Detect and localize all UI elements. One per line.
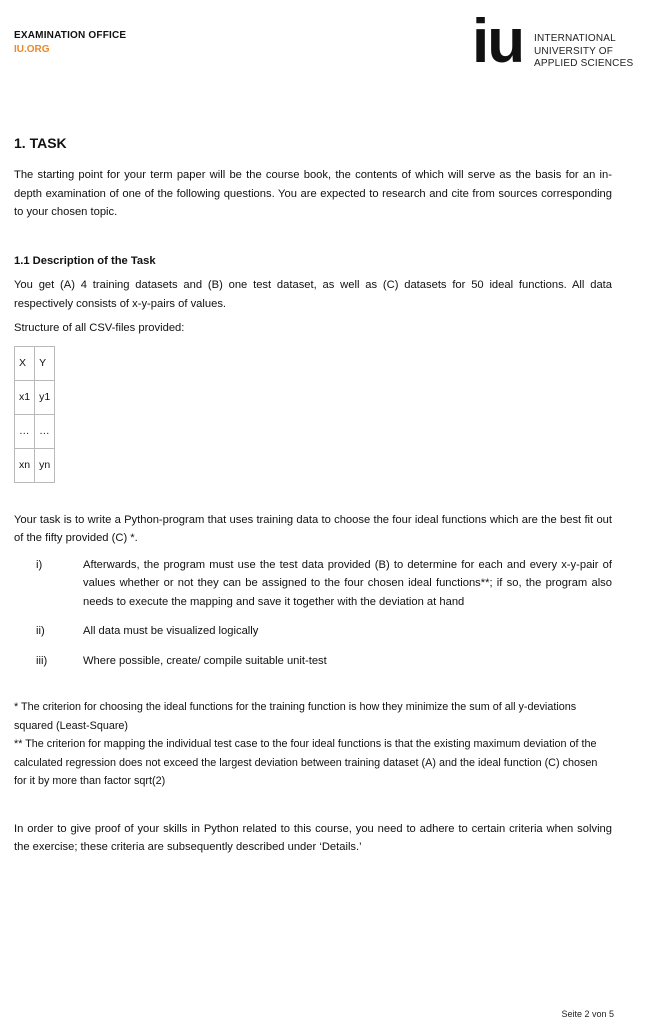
logo-text bbox=[534, 33, 633, 71]
closing-paragraph: In order to give proof of your skills in Python related to this course, you need to adhere to certain criteria when solving the exercise; these criteria are subsequently described under ‘Details.’ bbox=[14, 822, 612, 853]
table-cell: X bbox=[15, 346, 35, 380]
task-paragraph: Your task is to write a Python-program that uses training data to choose the four ideal functions which are the best fit out of the fifty provided (C) *. bbox=[14, 513, 612, 544]
description-paragraph: You get (A) 4 training datasets and (B) one test dataset, as well as (C) datasets for 50 ideal functions. All data respectively consists of x-y-pairs of values. bbox=[14, 279, 612, 310]
footnote-mapping-criterion: ** The criterion for mapping the individual test case to the four ideal functions is that the existing maximum deviation of the calculated regression does not exceed the largest deviation between training dataset (A) and the ideal function (C) chosen for it by more than factor sqrt(2) bbox=[14, 738, 598, 787]
header-left bbox=[14, 30, 126, 55]
iu-org-link[interactable]: IU.ORG bbox=[14, 44, 50, 55]
section-title: 1. TASK bbox=[14, 135, 67, 151]
structure-label: Structure of all CSV-files provided: bbox=[14, 322, 185, 334]
list-text: Afterwards, the program must use the test data provided (B) to determine for each and every x-y-pair of values whether or not they can be assigned to the four chosen ideal functions**; if so, the program also needs to execute the mapping and save it together with the deviation at hand bbox=[83, 558, 612, 608]
document-body bbox=[14, 132, 612, 857]
list-item bbox=[14, 556, 612, 612]
list-number: i) bbox=[36, 558, 43, 571]
table-cell: yn bbox=[35, 448, 55, 482]
table-row bbox=[15, 380, 55, 414]
table-cell: xn bbox=[15, 448, 35, 482]
logo-line: INTERNATIONAL bbox=[534, 33, 616, 44]
iu-logo bbox=[472, 7, 642, 76]
list-number: iii) bbox=[36, 654, 48, 667]
examination-office-label: EXAMINATION OFFICE bbox=[14, 30, 127, 41]
table-row bbox=[15, 448, 55, 482]
csv-structure-table bbox=[14, 346, 55, 483]
logo-line: UNIVERSITY OF bbox=[534, 45, 614, 57]
subsection-title: 1.1 Description of the Task bbox=[14, 254, 156, 267]
table-row bbox=[15, 346, 55, 380]
intro-paragraph: The starting point for your term paper will be the course book, the contents of which will serve as the basis for an in-depth examination of one of the following questions. You are expected to research and cite from sources corresponding to your chosen topic. bbox=[14, 169, 612, 218]
table-cell: x1 bbox=[15, 380, 35, 414]
table-cell: … bbox=[35, 414, 55, 448]
table-cell: … bbox=[15, 414, 35, 448]
logo-mark: iu bbox=[472, 7, 524, 76]
list-text: Where possible, create/ compile suitable unit-test bbox=[83, 654, 327, 667]
list-text: All data must be visualized logically bbox=[83, 625, 259, 637]
footnotes bbox=[14, 698, 612, 791]
list-number: ii) bbox=[36, 625, 45, 637]
page-number: Seite 2 von 5 bbox=[561, 1009, 614, 1019]
footnote-least-square: * The criterion for choosing the ideal functions for the training function is how they minimize the sum of all y-deviations squared (Least-Square) bbox=[14, 701, 577, 732]
list-item bbox=[14, 652, 612, 671]
list-item bbox=[14, 622, 612, 641]
logo-line: APPLIED SCIENCES bbox=[534, 58, 634, 69]
table-row bbox=[15, 414, 55, 448]
task-list bbox=[14, 556, 612, 671]
table-cell: Y bbox=[35, 346, 55, 380]
table-cell: y1 bbox=[35, 380, 55, 414]
